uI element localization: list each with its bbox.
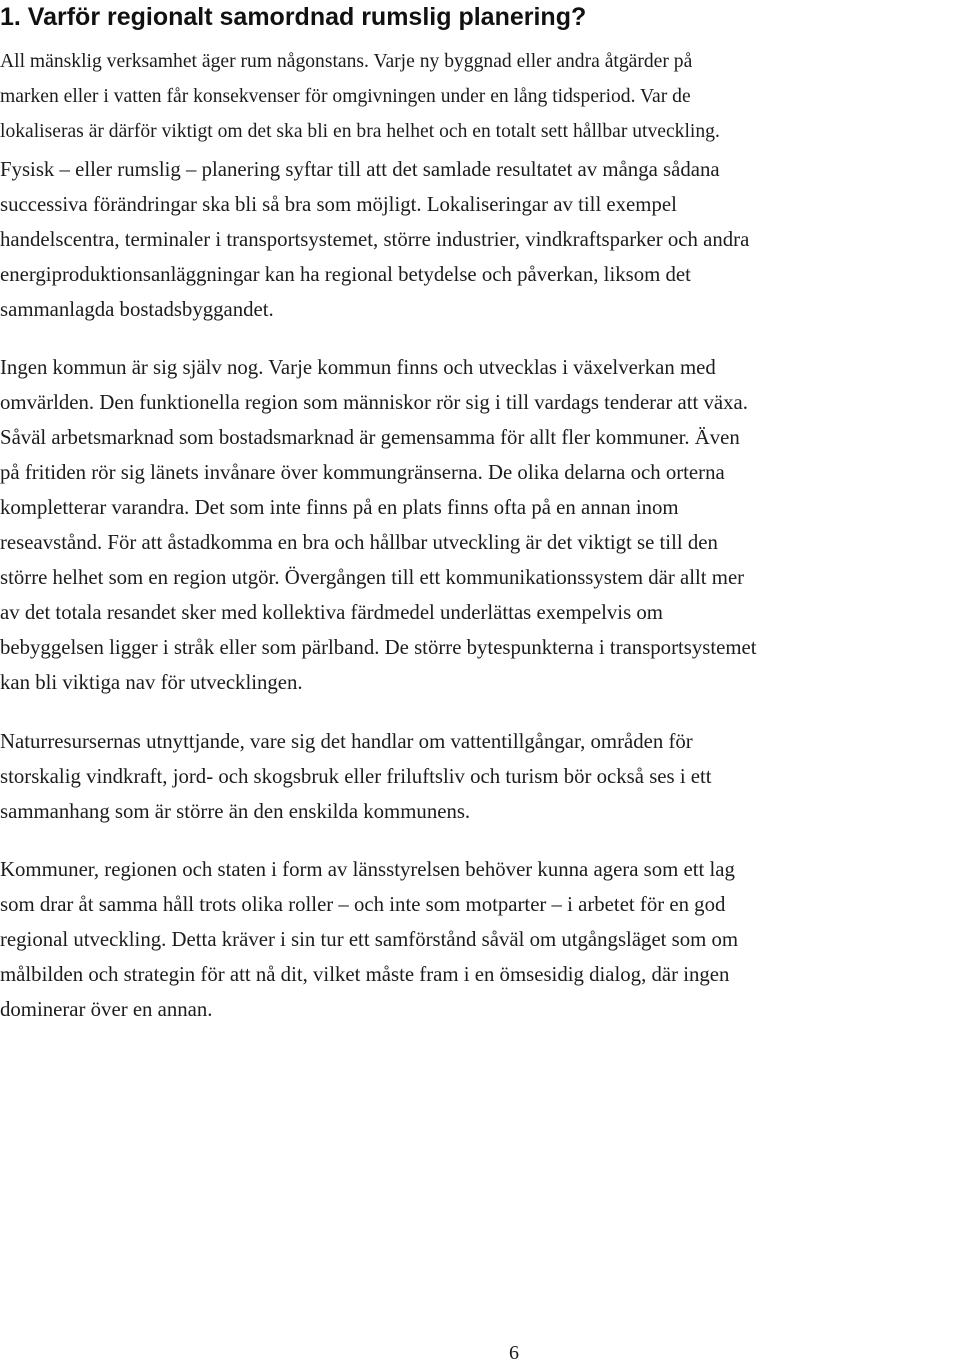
paragraph-line: av det totala resandet sker med kollektiva färdmedel underlättas exempelvis om	[0, 601, 663, 624]
paragraph-line: lokaliseras är därför viktigt om det ska bli en bra helhet och en totalt sett hållbar utveckling.	[0, 121, 720, 142]
paragraph-line: successiva förändringar ska bli så bra som möjligt. Lokaliseringar av till exempel	[0, 193, 677, 216]
paragraph-line: målbilden och strategin för att nå dit, vilket måste fram i en ömsesidig dialog, där ingen	[0, 963, 730, 986]
paragraph-line: kompletterar varandra. Det som inte finns på en plats finns ofta på en annan inom	[0, 496, 679, 519]
paragraph-line: Ingen kommun är sig själv nog. Varje kommun finns och utvecklas i växelverkan med	[0, 356, 716, 379]
paragraph-line: regional utveckling. Detta kräver i sin tur ett samförstånd såväl om utgångsläget som om	[0, 928, 739, 951]
paragraph-line: Fysisk – eller rumslig – planering syftar till att det samlade resultatet av många sådana	[0, 158, 720, 181]
paragraph-line: energiproduktionsanläggningar kan ha regional betydelse och påverkan, liksom det	[0, 263, 691, 286]
paragraph-line: dominerar över en annan.	[0, 998, 213, 1021]
paragraph-line: Naturresursernas utnyttjande, vare sig det handlar om vattentillgångar, områden för	[0, 730, 693, 753]
paragraph-line: handelscentra, terminaler i transportsystemet, större industrier, vindkraftsparker och andra	[0, 228, 750, 251]
paragraph-line: omvärlden. Den funktionella region som människor rör sig i till vardags tenderar att växa.	[0, 391, 748, 414]
page-number: 6	[509, 1342, 519, 1364]
paragraph-line: större helhet som en region utgör. Övergången till ett kommunikationssystem där allt mer	[0, 566, 745, 589]
paragraph-line: Såväl arbetsmarknad som bostadsmarknad är gemensamma för allt fler kommuner. Även	[0, 426, 740, 449]
section-heading: 1. Varför regionalt samordnad rumslig planering?	[0, 3, 587, 31]
paragraph-line: Kommuner, regionen och staten i form av länsstyrelsen behöver kunna agera som ett lag	[0, 858, 735, 881]
paragraph-line: som drar åt samma håll trots olika roller – och inte som motparter – i arbetet för en god	[0, 893, 726, 916]
paragraph-line: på fritiden rör sig länets invånare över kommungränserna. De olika delarna och orterna	[0, 461, 725, 484]
paragraph-line: sammanhang som är större än den enskilda kommunens.	[0, 800, 471, 823]
paragraph-line: sammanlagda bostadsbyggandet.	[0, 298, 274, 321]
paragraph-line: kan bli viktiga nav för utvecklingen.	[0, 671, 303, 694]
paragraph-line: reseavstånd. För att åstadkomma en bra och hållbar utveckling är det viktigt se till den	[0, 531, 718, 554]
paragraph-line: marken eller i vatten får konsekvenser för omgivningen under en lång tidsperiod. Var de	[0, 86, 691, 107]
paragraph-line: bebyggelsen ligger i stråk eller som pärlband. De större bytespunkterna i transportsystemet	[0, 636, 757, 659]
paragraph-line: All mänsklig verksamhet äger rum någonstans. Varje ny byggnad eller andra åtgärder på	[0, 51, 693, 72]
paragraph-line: storskalig vindkraft, jord- och skogsbruk eller friluftsliv och turism bör också ses i ett	[0, 765, 712, 788]
